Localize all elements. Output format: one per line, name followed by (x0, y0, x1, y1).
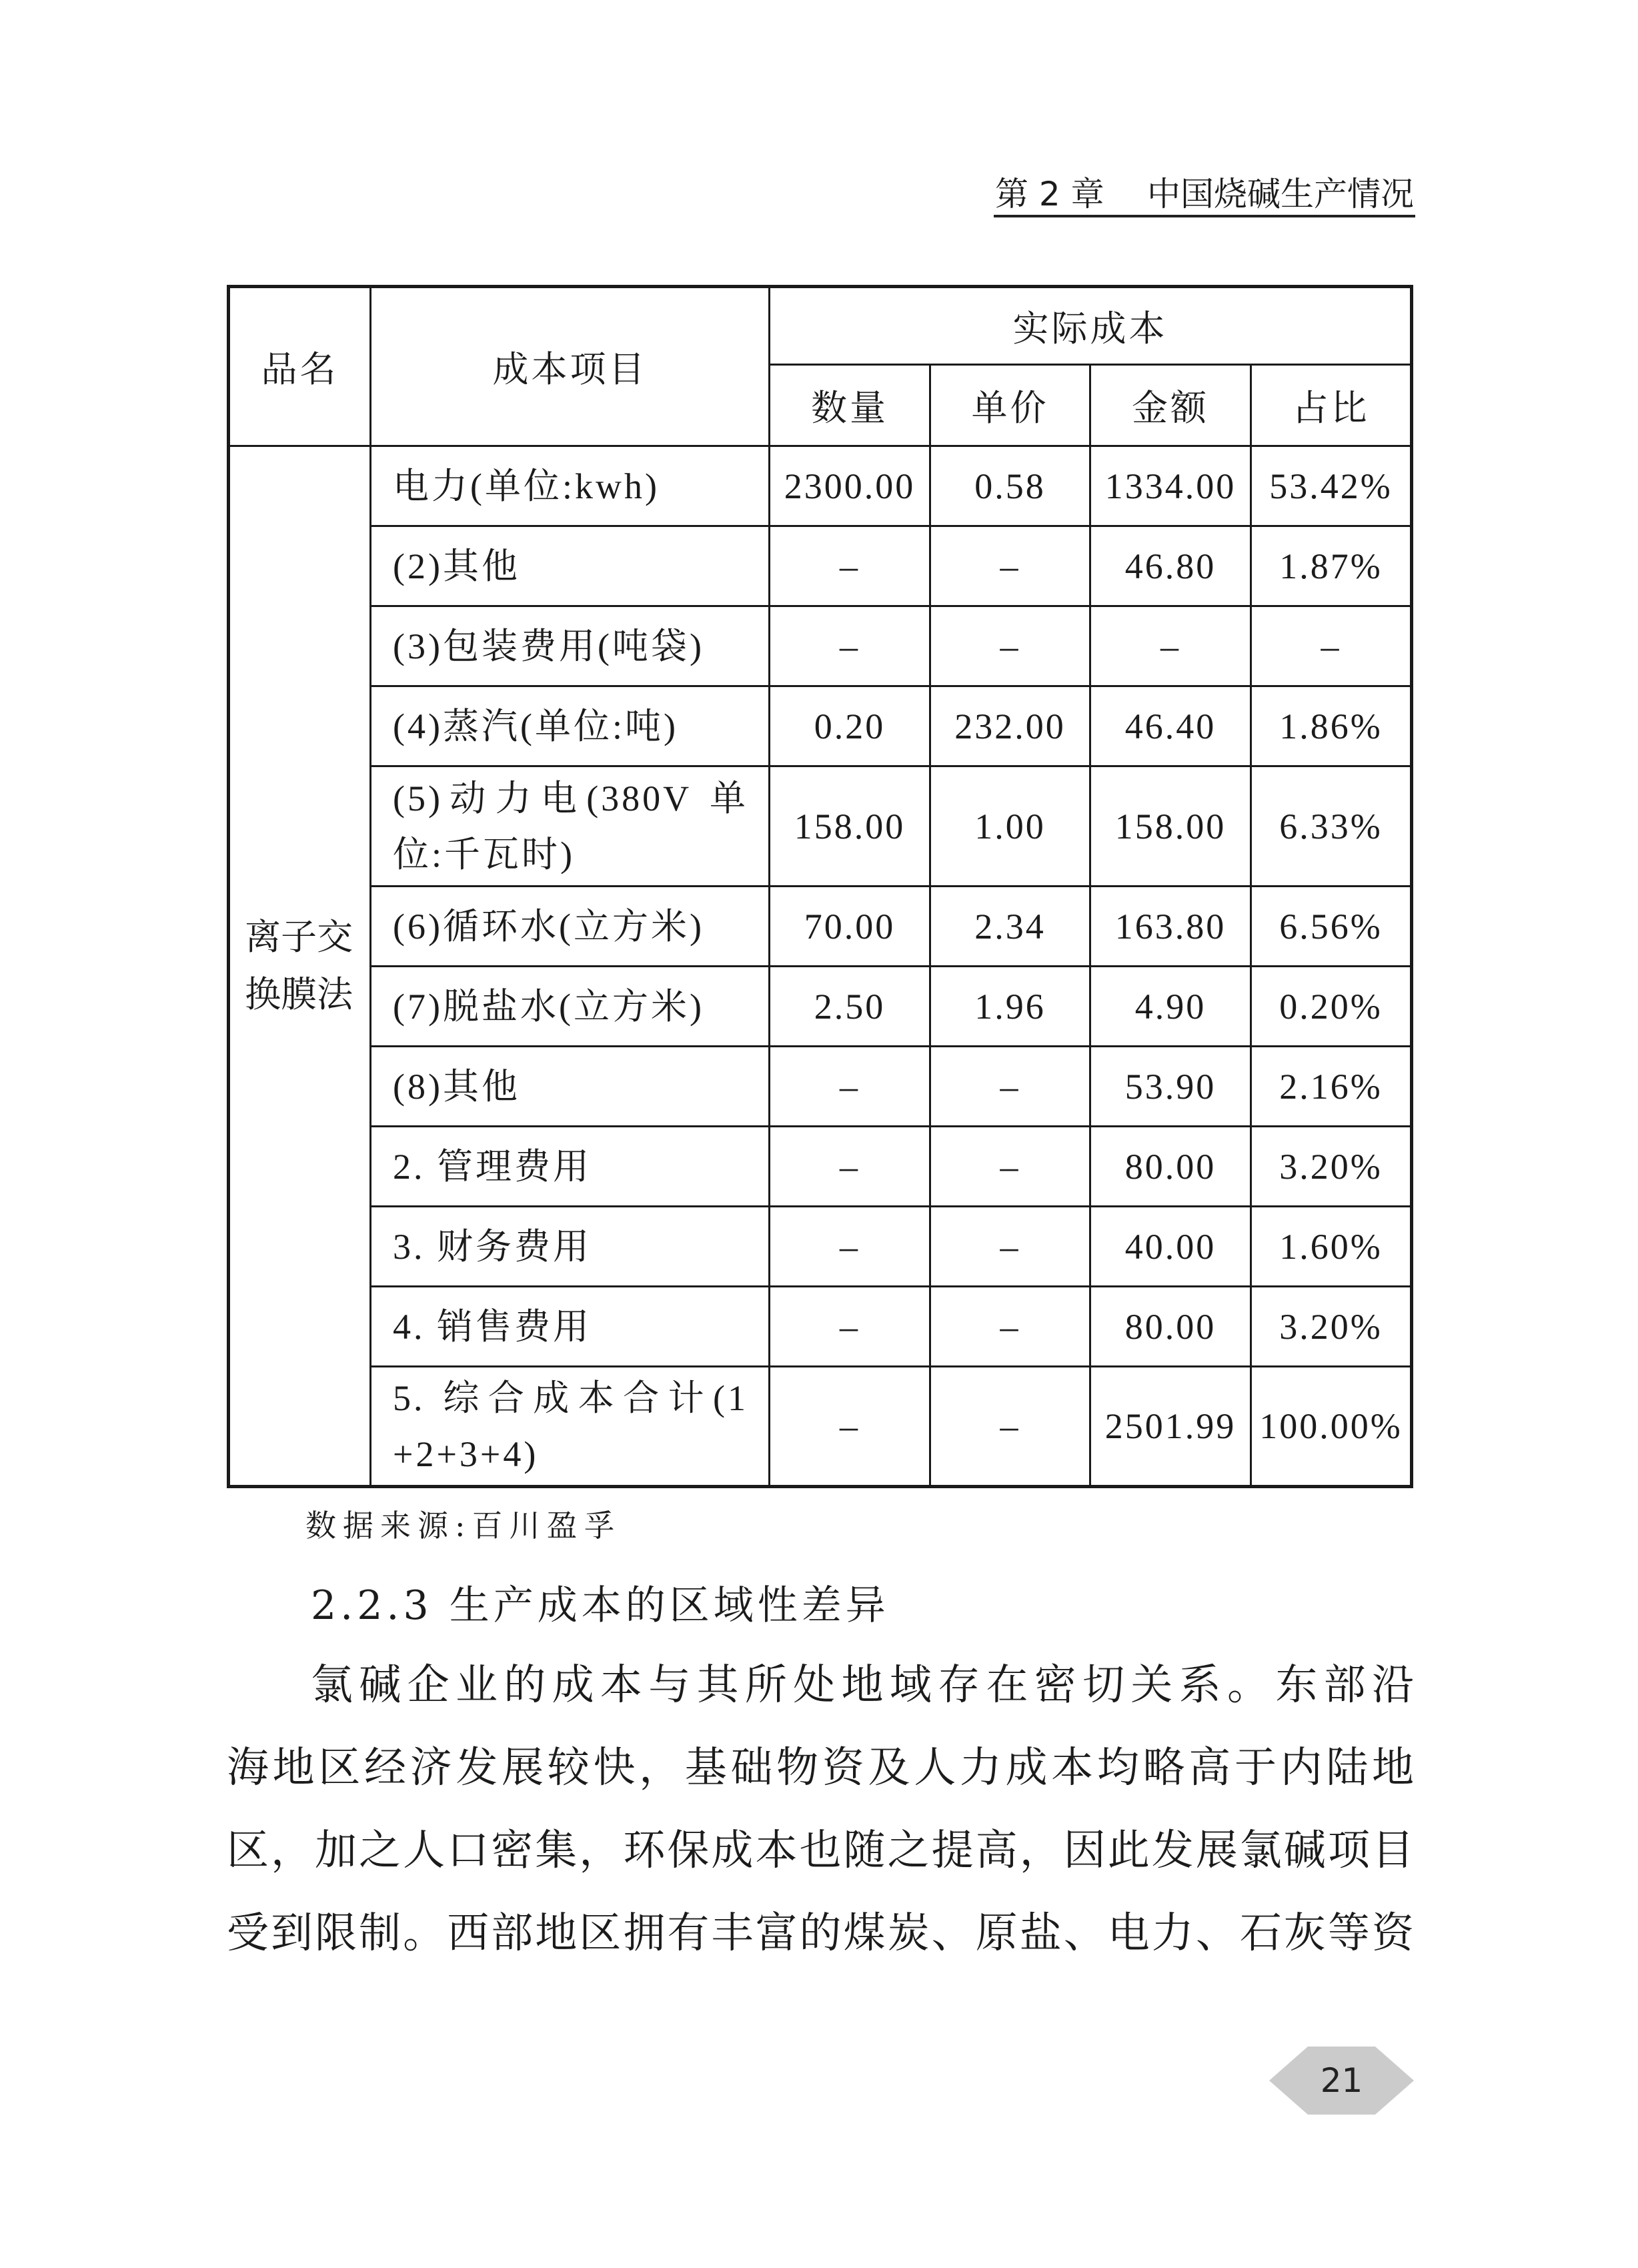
unit-price-cell: 2.34 (930, 887, 1090, 967)
unit-price-cell: – (930, 526, 1090, 606)
cost-item-text: +2+3+4) (393, 1434, 539, 1474)
cost-item-text: (5)动力电(380V 单 (393, 778, 748, 818)
body-line: 氯碱企业的成本与其所处地域存在密切关系。东部沿 (311, 1660, 1414, 1709)
unit-price-cell: 232.00 (930, 686, 1090, 766)
unit-price-cell: 0.58 (930, 446, 1090, 526)
quantity-cell: – (770, 526, 930, 606)
table-row (229, 1047, 1412, 1127)
cost-table (227, 285, 1413, 1488)
amount-cell: 4.90 (1090, 967, 1251, 1047)
cost-item-text: 5. 综合成本合计(1 (393, 1378, 748, 1418)
cost-item-text: (4)蒸汽(单位:吨) (393, 706, 678, 746)
product-name: 离子交换膜法 (245, 917, 353, 1015)
table-row (229, 1127, 1412, 1207)
unit-price-cell: – (930, 1367, 1090, 1487)
table-body (229, 446, 1412, 1487)
table-row (229, 1207, 1412, 1287)
unit-price-cell: – (930, 606, 1090, 686)
table-row (229, 526, 1412, 606)
cost-item-text: 位:千瓦时) (393, 834, 575, 875)
cost-item-text: 2. 管理费用 (393, 1146, 592, 1187)
table-row (229, 1367, 1412, 1487)
cost-item-text: (2)其他 (393, 546, 520, 586)
chapter-label: 第 2 章 (995, 175, 1104, 213)
amount-cell: 80.00 (1090, 1127, 1251, 1207)
cost-item-cell (371, 766, 770, 887)
share-cell: 6.56% (1251, 887, 1412, 967)
quantity-cell: – (770, 606, 930, 686)
share-cell: 6.33% (1251, 766, 1412, 887)
cost-item-cell (371, 1207, 770, 1287)
body-paragraph (227, 1644, 1414, 1974)
quantity-cell: 0.20 (770, 686, 930, 766)
share-cell: 0.20% (1251, 967, 1412, 1047)
quantity-cell: 2300.00 (770, 446, 930, 526)
amount-cell: – (1090, 606, 1251, 686)
header-rule (994, 215, 1415, 217)
cost-item-text: 3. 财务费用 (393, 1226, 592, 1267)
body-line: 海地区经济发展较快，基础物资及人力成本均略高于内陆地 (227, 1743, 1414, 1792)
product-cell (229, 446, 371, 1487)
body-line: 区，加之人口密集，环保成本也随之提高，因此发展氯碱项目 (227, 1826, 1414, 1874)
amount-cell: 2501.99 (1090, 1367, 1251, 1487)
section-heading: 2.2.3 生产成本的区域性差异 (311, 1582, 890, 1629)
body-line: 受到限制。西部地区拥有丰富的煤炭、原盐、电力、石灰等资 (227, 1908, 1414, 1957)
table-row (229, 967, 1412, 1047)
quantity-cell: – (770, 1127, 930, 1207)
page-number-badge (1269, 2047, 1414, 2115)
header-quantity: 数量 (770, 365, 930, 446)
cost-item-text: (6)循环水(立方米) (393, 906, 704, 947)
cost-item-text: 电力(单位:kwh) (393, 466, 660, 506)
table-row (229, 1287, 1412, 1367)
unit-price-cell: 1.96 (930, 967, 1090, 1047)
cost-item-text: (7)脱盐水(立方米) (393, 986, 704, 1027)
cost-item-cell (371, 606, 770, 686)
share-cell: 3.20% (1251, 1127, 1412, 1207)
table-row (229, 446, 1412, 526)
cost-item-cell (371, 887, 770, 967)
table-header (229, 287, 1412, 446)
table-row (229, 606, 1412, 686)
page-number: 21 (1320, 2061, 1363, 2100)
quantity-cell: – (770, 1287, 930, 1367)
quantity-cell: 2.50 (770, 967, 930, 1047)
share-cell: 100.00% (1251, 1367, 1412, 1487)
table-row (229, 766, 1412, 887)
cost-item-cell (371, 446, 770, 526)
unit-price-cell: – (930, 1207, 1090, 1287)
amount-cell: 46.80 (1090, 526, 1251, 606)
unit-price-cell: 1.00 (930, 766, 1090, 887)
amount-cell: 40.00 (1090, 1207, 1251, 1287)
share-cell: 3.20% (1251, 1287, 1412, 1367)
header-product: 品名 (229, 287, 371, 446)
header-unit-price: 单价 (930, 365, 1090, 446)
cost-item-text: (3)包装费用(吨袋) (393, 626, 704, 666)
data-source-note: 数据来源:百川盈孚 (305, 1508, 622, 1544)
cost-item-text: 4. 销售费用 (393, 1306, 592, 1347)
amount-cell: 163.80 (1090, 887, 1251, 967)
cost-item-cell (371, 1287, 770, 1367)
table-row (229, 686, 1412, 766)
quantity-cell: 70.00 (770, 887, 930, 967)
amount-cell: 1334.00 (1090, 446, 1251, 526)
cost-item-cell (371, 1047, 770, 1127)
header-actual-cost: 实际成本 (770, 287, 1412, 365)
cost-item-cell (371, 686, 770, 766)
header-amount: 金额 (1090, 365, 1251, 446)
quantity-cell: – (770, 1047, 930, 1127)
header-cost-item: 成本项目 (371, 287, 770, 446)
unit-price-cell: – (930, 1127, 1090, 1207)
cost-item-cell (371, 1127, 770, 1207)
cost-item-text: (8)其他 (393, 1066, 520, 1107)
unit-price-cell: – (930, 1047, 1090, 1127)
unit-price-cell: – (930, 1287, 1090, 1367)
quantity-cell: – (770, 1207, 930, 1287)
running-header (995, 168, 1414, 215)
share-cell: 53.42% (1251, 446, 1412, 526)
share-cell: – (1251, 606, 1412, 686)
cost-table-container (227, 285, 1413, 1488)
share-cell: 1.60% (1251, 1207, 1412, 1287)
table-header-row (229, 287, 1412, 365)
amount-cell: 53.90 (1090, 1047, 1251, 1127)
cost-item-cell (371, 1367, 770, 1487)
share-cell: 1.86% (1251, 686, 1412, 766)
cost-item-cell (371, 967, 770, 1047)
cost-item-cell (371, 526, 770, 606)
chapter-title: 中国烧碱生产情况 (1147, 175, 1414, 213)
header-share: 占比 (1251, 365, 1412, 446)
quantity-cell: 158.00 (770, 766, 930, 887)
amount-cell: 158.00 (1090, 766, 1251, 887)
amount-cell: 80.00 (1090, 1287, 1251, 1367)
quantity-cell: – (770, 1367, 930, 1487)
amount-cell: 46.40 (1090, 686, 1251, 766)
table-row (229, 887, 1412, 967)
share-cell: 1.87% (1251, 526, 1412, 606)
share-cell: 2.16% (1251, 1047, 1412, 1127)
